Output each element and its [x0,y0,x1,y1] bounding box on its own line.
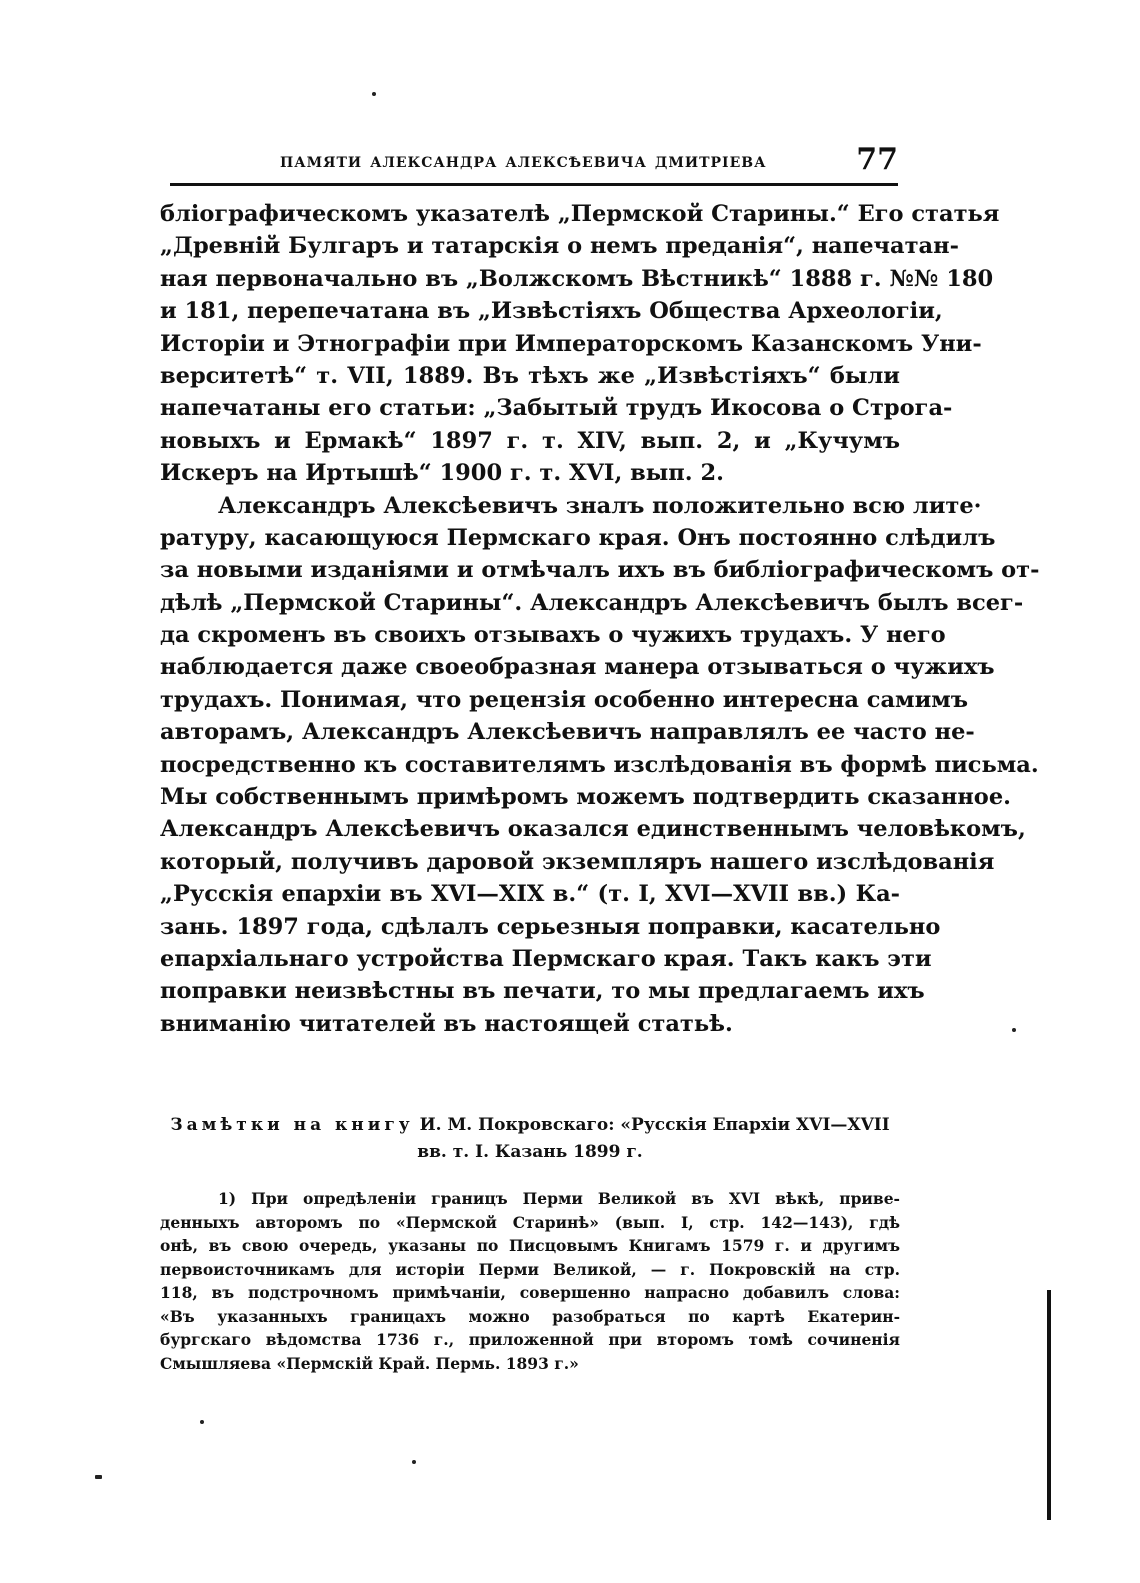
footnote-line: первоисточникамъ для исторіи Перми Великой, — г. Покровскій на стр. [160,1259,900,1279]
text-line: Александръ Алексѣевичъ оказался единственнымъ человѣкомъ, [160,816,1026,843]
text-line: „Древній Булгаръ и татарскія о немъ преданія“, напечатан- [160,233,959,260]
text-line: наблюдается даже своеобразная манера отзываться о чужихъ [160,654,995,681]
caption-title: И. М. Покровскаго: «Русскія Епархіи XVI—XVII [419,1115,890,1135]
running-head [170,142,898,188]
text-line: Мы собственнымъ примѣромъ можемъ подтвердить сказанное. [160,784,1011,811]
footnote-line: 118, въ подстрочномъ примѣчаніи, совершенно напрасно добавилъ слова: [160,1283,900,1302]
scan-speck [412,1460,416,1464]
page-number: 77 [856,142,898,177]
text-line: который, получивъ даровой экземпляръ нашего изслѣдованія [160,848,995,875]
text-line: авторамъ, Александръ Алексѣевичъ направлялъ ее часто не- [160,719,975,746]
caption-spaced-lead: Замѣтки на книгу [170,1115,414,1135]
footnote [160,1187,900,1375]
footnote-line: «Въ указанныхъ границахъ можно разобраться по картѣ Екатерин- [160,1306,900,1326]
text-line: поправки неизвѣстны въ печати, то мы предлагаемъ ихъ [160,978,925,1005]
text-line: новыхъ и Ермакѣ“ 1897 г. т. XIV, вып. 2, и „Кучумъ [160,427,900,454]
text-line: трудахъ. Понимая, что рецензія особенно интересна самимъ [160,686,969,713]
text-line: Исторіи и Этнографіи при Императорскомъ Казанскомъ Уни- [160,330,982,357]
text-line: зань. 1897 года, сдѣлалъ серьезныя поправки, касательно [160,913,941,940]
header-rule [170,183,898,186]
text-line: Искеръ на Иртышѣ“ 1900 г. т. XVI, вып. 2. [160,460,724,487]
text-line: „Русскія епархіи въ XVI—XIX в.“ (т. I, XVI—XVII вв.) Ка- [160,881,900,908]
text-line: да скроменъ въ своихъ отзывахъ о чужихъ трудахъ. У него [160,622,946,649]
scan-speck [1012,1028,1016,1032]
scan-speck [372,92,376,96]
caption-line-2: вв. т. I. Казань 1899 г. [417,1142,643,1162]
scan-speck [95,1475,102,1479]
footnote-line: бургскаго вѣдомства 1736 г., приложенной при второмъ томѣ сочиненія [160,1330,900,1349]
footnote-line: 1) При опредѣленіи границъ Перми Великой въ XVI вѣкѣ, приве- [218,1189,900,1208]
text-line: бліографическомъ указателѣ „Пермской Старины.“ Его статья [160,201,1000,227]
footnote-line: Смышляева «Пермскій Край. Пермь. 1893 г.» [160,1353,579,1373]
section-caption [160,1112,900,1166]
text-line: верситетѣ“ т. VII, 1889. Въ тѣхъ же „Извѣстіяхъ“ были [160,362,900,389]
caption-line-1 [160,1112,900,1139]
scan-margin-bar [1047,1290,1051,1520]
text-line: вниманію читателей въ настоящей статьѣ. [160,1010,733,1037]
text-line: ратуру, касающуюся Пермскаго края. Онъ постоянно слѣдилъ [160,524,996,551]
text-line: за новыми изданіями и отмѣчалъ ихъ въ библіографическомъ от- [160,557,1040,584]
main-text [160,198,1040,1040]
text-line: Александръ Алексѣевичъ зналъ положительно всю лите· [218,492,982,519]
text-line: посредственно къ составителямъ изслѣдованія въ формѣ письма. [160,751,1039,778]
scan-speck [200,1420,204,1424]
text-line: епархіальнаго устройства Пермскаго края. Такъ какъ эти [160,945,932,972]
text-line: напечатаны его статьи: „Забытый трудъ Икосова о Строга- [160,395,953,422]
running-title: памяти александра алексѣевича дмитріева [280,148,767,172]
text-line: ная первоначально въ „Волжскомъ Вѣстникѣ“ 1888 г. №№ 180 [160,265,994,292]
text-line: и 181, перепечатана въ „Извѣстіяхъ Общества Археологіи, [160,298,943,325]
footnote-line: онѣ, въ свою очередь, указаны по Писцовымъ Книгамъ 1579 г. и другимъ [160,1236,900,1255]
footnote-line: денныхъ авторомъ по «Пермской Старинѣ» (вып. I, стр. 142—143), гдѣ [160,1212,900,1232]
text-line: дѣлѣ „Пермской Старины“. Александръ Алексѣевичъ былъ всег- [160,589,1024,616]
